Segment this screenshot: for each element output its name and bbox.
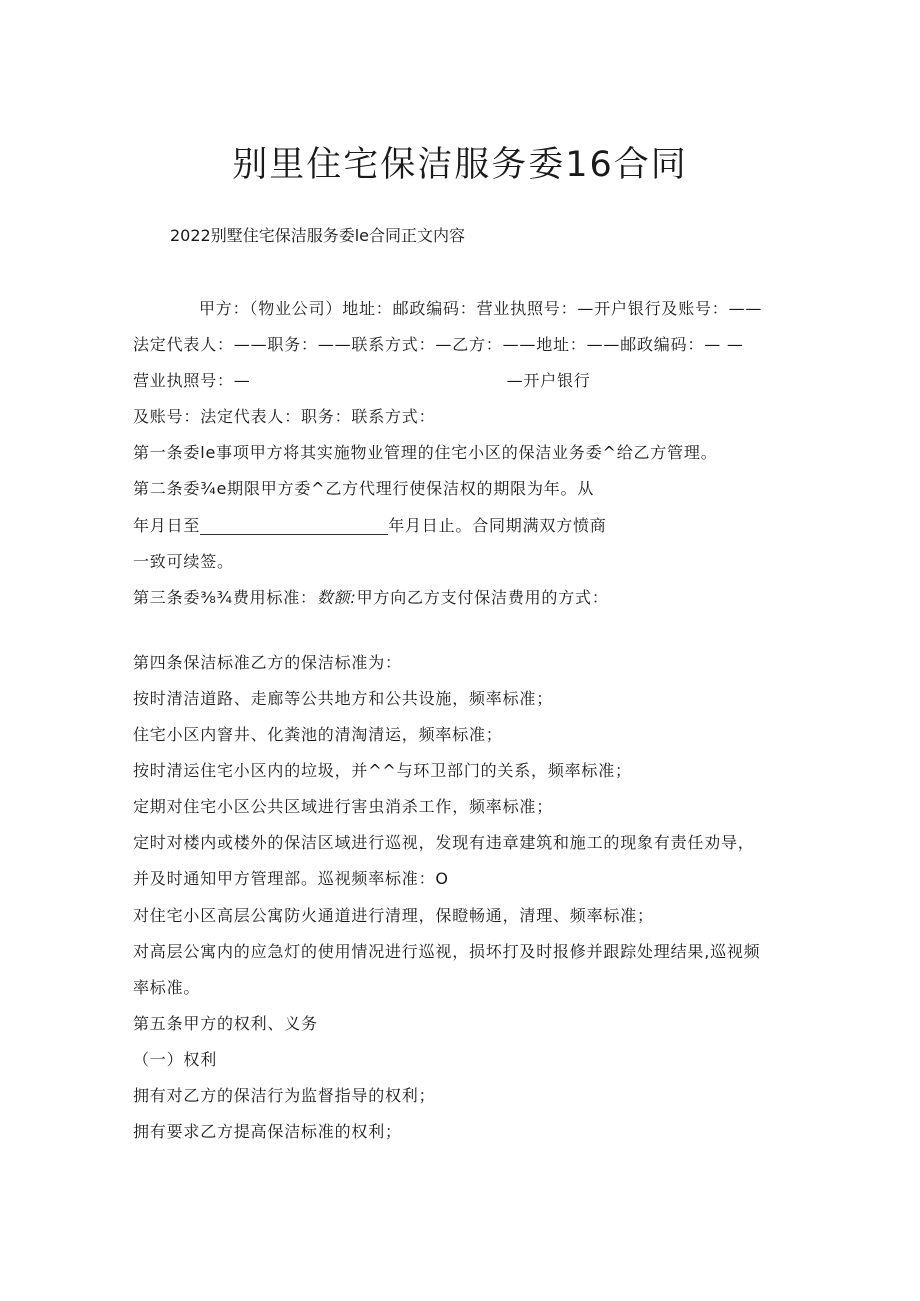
article-5-right-1: 拥有对乙方的保洁行为监督指导的权利；: [133, 1085, 436, 1105]
article-4-item-3: 按时清运住宅小区内的垃圾，并^^与环卫部门的关系，频率标准；: [133, 761, 632, 781]
article-3-heading: 第三条委⅜¾费用标准：: [133, 587, 317, 607]
article-3-amount: 数额:: [316, 587, 357, 607]
date-start: 年月日至: [133, 515, 201, 535]
license-bank-line: [133, 363, 793, 399]
article-5-rights: （一）权利: [133, 1049, 218, 1069]
article-2-dates: [133, 508, 793, 544]
article-4-item-1: 按时清洁道路、走廊等公共地方和公共设施，频率标准；: [133, 688, 554, 708]
date-blank: [200, 514, 388, 535]
article-4-item-7: 对高层公寓内的应急灯的使用情况进行巡视，损坏打及时报修并跟踪处理结果,巡视频: [133, 941, 761, 961]
bank-label: —开户银行: [506, 371, 591, 391]
party-a-info: 甲方：（物业公司）地址：邮政编码：营业执照号：—开户银行及账号：——: [199, 299, 763, 318]
article-4-item-2: 住宅小区内窨井、化粪池的清淘清运，频率标准；: [133, 725, 503, 745]
article-4-item-6: 对住宅小区高层公寓防火通道进行清理，保瞪畅通，清理、频率标准；: [133, 905, 654, 925]
document-subtitle: 2022别墅住宅保洁服务委le合同正文内容: [170, 226, 466, 245]
date-end: 年月日止。合同期满双方愤商: [388, 515, 607, 535]
document-body: [133, 291, 793, 1150]
article-3-payment: 甲方向乙方支付保洁费用的方式：: [356, 587, 609, 607]
article-4-item-4: 定期对住宅小区公共区域进行害虫消杀工作，频率标准；: [133, 797, 554, 817]
article-4-item-7-cont: 率标准。: [133, 977, 201, 997]
article-4: 第四条保洁标准乙方的保洁标准为：: [133, 652, 402, 672]
account-line: 及账号：法定代表人：职务：联系方式：: [133, 407, 436, 427]
article-3: [133, 580, 793, 616]
document-title: 别里住宅保洁服务委16合同: [232, 145, 688, 185]
party-b-info: 法定代表人：——职务：——联系方式：—乙方：——地址：——邮政编码：— —: [133, 335, 744, 355]
article-5-right-2: 拥有要求乙方提高保洁标准的权利；: [133, 1122, 402, 1142]
article-2: 第二条委¾e期限甲方委^乙方代理行使保洁权的期限为年。从: [133, 479, 595, 499]
article-1: 第一条委le事项甲方将其实施物业管理的住宅小区的保洁业务委^给乙方管理。: [133, 443, 718, 463]
article-4-item-5: 定时对楼内或楼外的保洁区域进行巡视，发现有违章建筑和施工的现象有责任劝导，: [133, 833, 755, 853]
license-label: 营业执照号：—: [133, 371, 251, 391]
section-gap: [133, 616, 793, 645]
article-4-item-5-cont: 并及时通知甲方管理部。巡视频率标准：O: [133, 869, 449, 889]
article-5: 第五条甲方的权利、义务: [133, 1013, 318, 1033]
article-2-renewal: 一致可续签。: [133, 551, 234, 571]
